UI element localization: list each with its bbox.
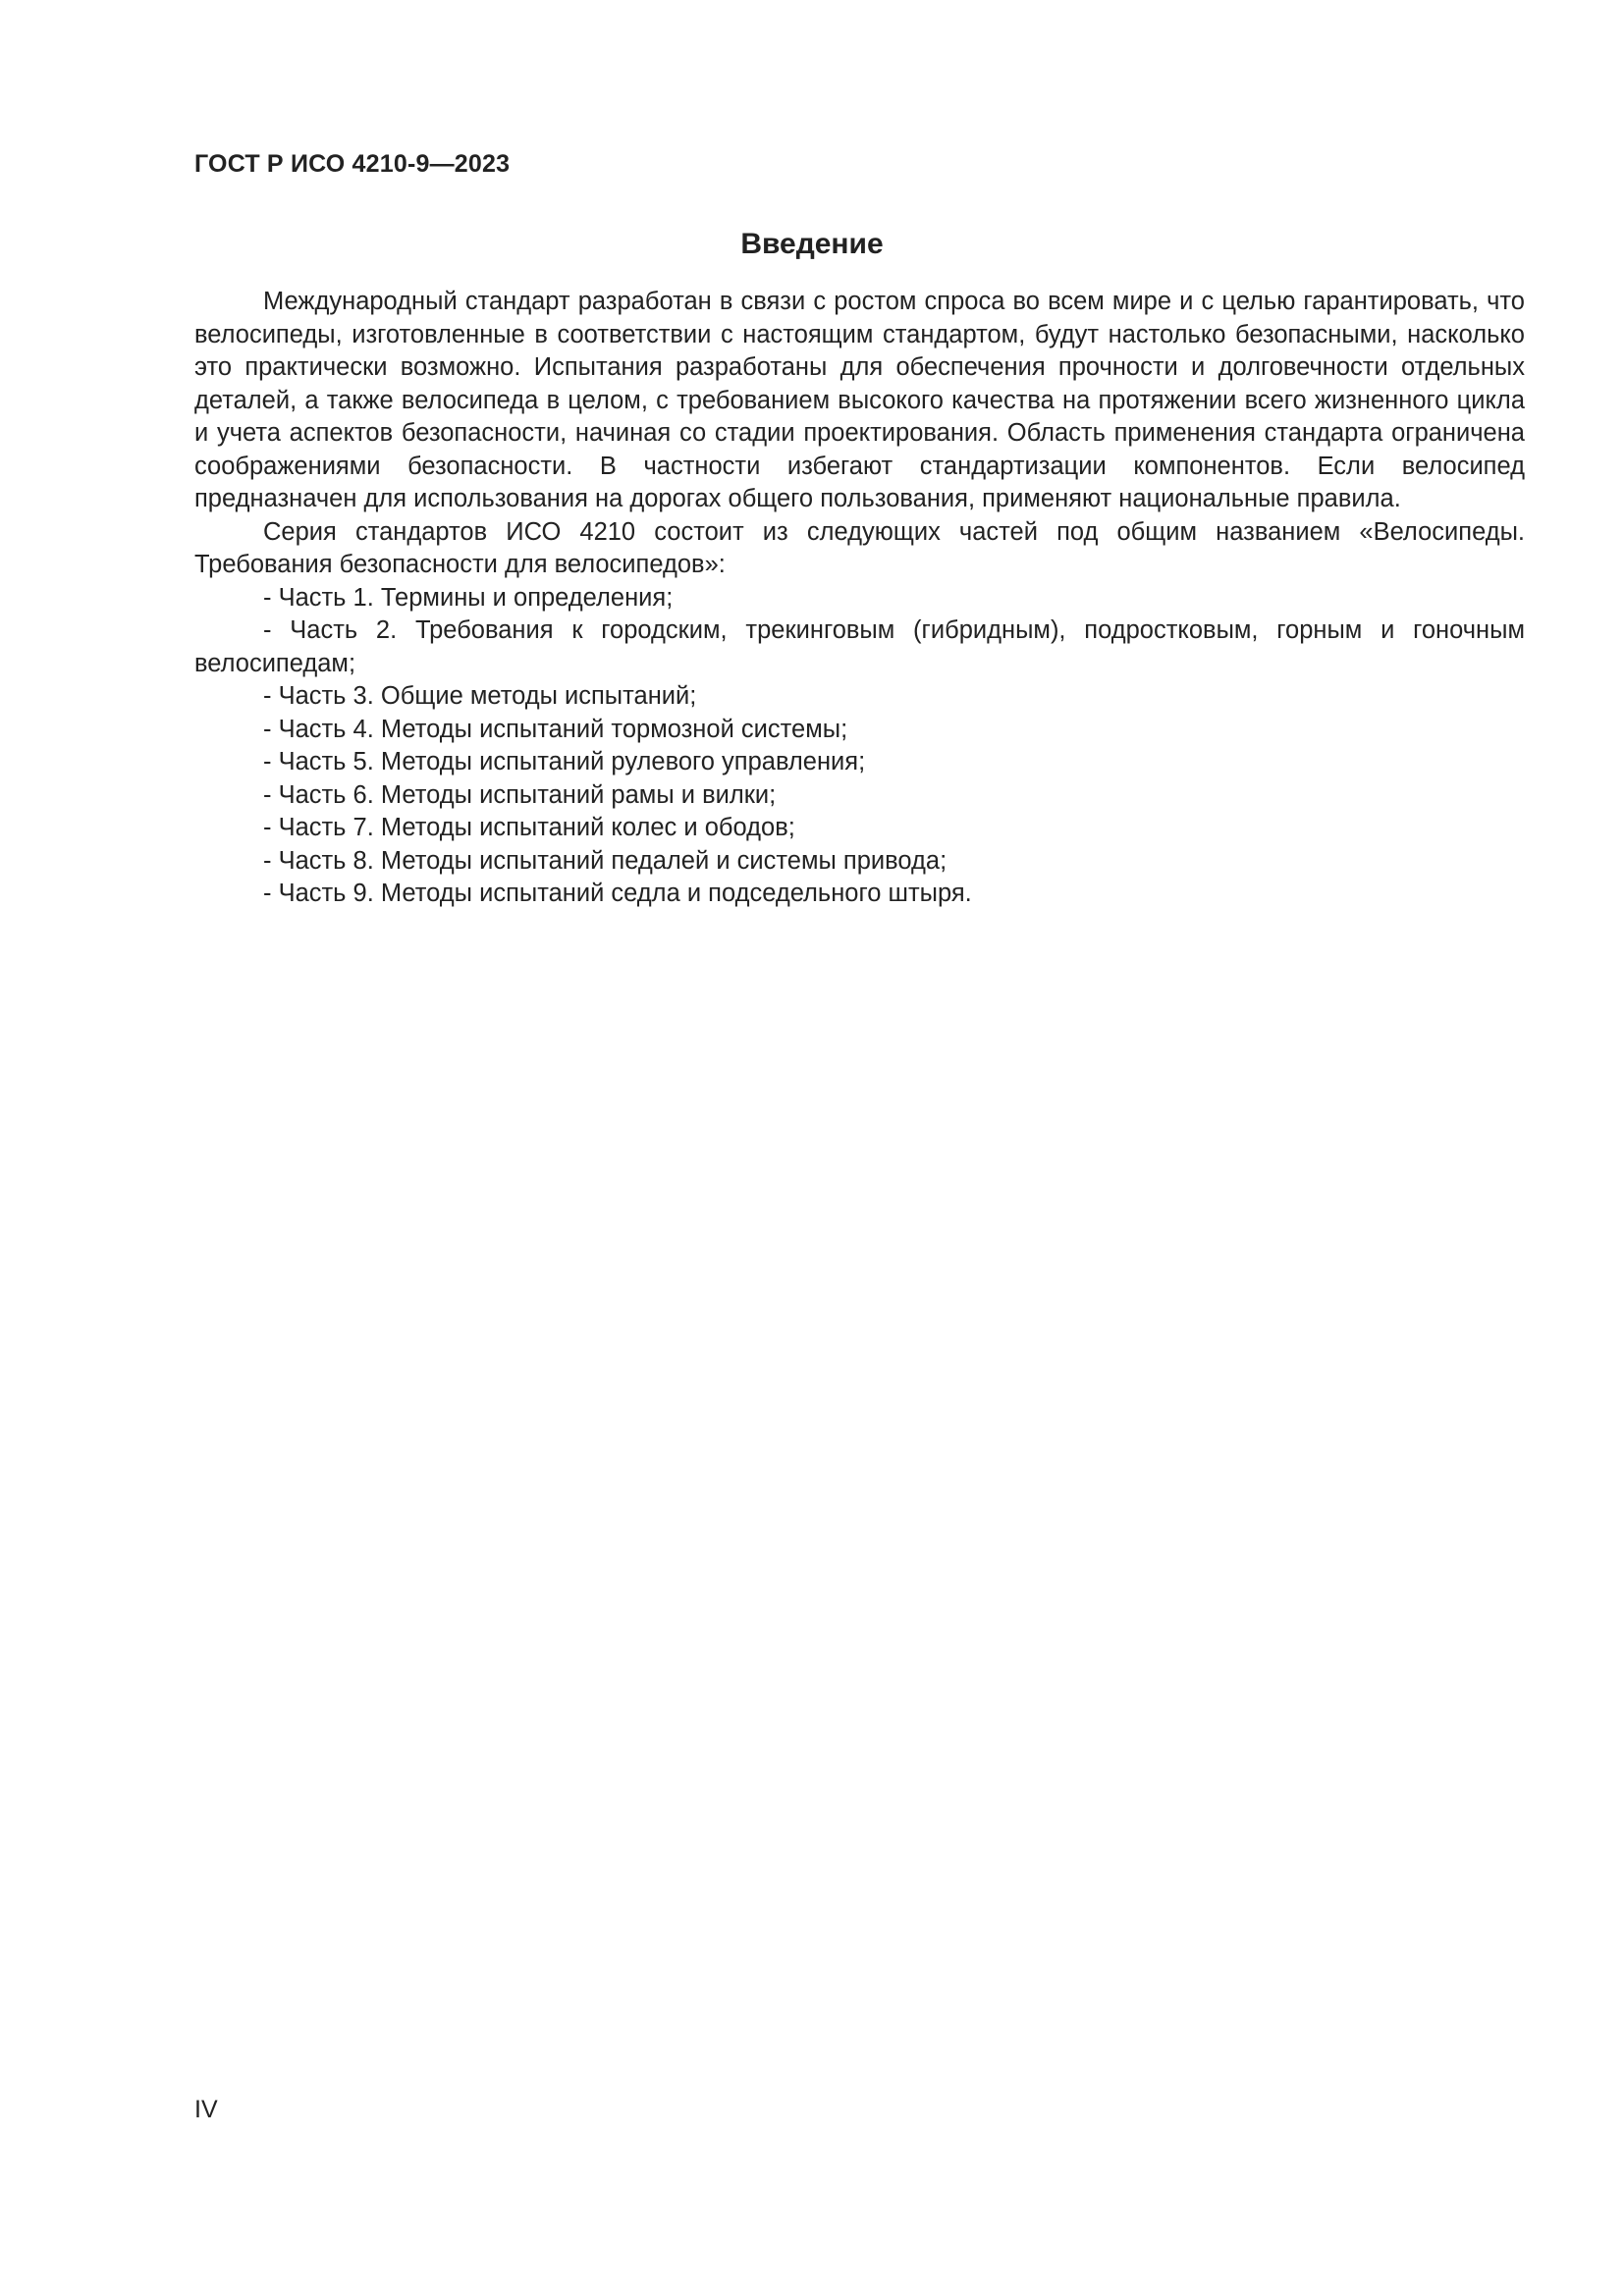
- body-text: [194, 286, 1525, 911]
- document-header: ГОСТ Р ИСО 4210-9—2023: [194, 150, 511, 178]
- list-item: - Часть 9. Методы испытаний седла и подседельного штыря.: [263, 880, 972, 907]
- section-title: Введение: [740, 228, 884, 260]
- list-item: - Часть 7. Методы испытаний колес и ободов;: [263, 814, 795, 841]
- intro-paragraph: Международный стандарт разработан в связи с ростом спроса во всем мире и с целью гарантировать, что велосипеды, изготовленные в соответствии с настоящим стандартом, будут настолько безопасными, насколько это практически возможно. Испытания разработаны для обеспечения прочности и долговечности отдельных деталей, а также велосипеда в целом, с требованием высокого качества на протяжении всего жизненного цикла и учета аспектов безопасности, начиная со стадии проектирования. Область применения стандарта ограничена соображениями безопасности. В частности избегают стандартизации компонентов. Если велосипед предназначен для использования на дорогах общего пользования, применяют национальные правила.: [194, 288, 1525, 512]
- list-item: - Часть 3. Общие методы испытаний;: [263, 682, 697, 710]
- list-item: - Часть 4. Методы испытаний тормозной системы;: [263, 715, 848, 743]
- list-item: - Часть 1. Термины и определения;: [263, 583, 674, 612]
- list-item: - Часть 5. Методы испытаний рулевого управления;: [263, 748, 866, 775]
- list-item: - Часть 6. Методы испытаний рамы и вилки;: [263, 780, 777, 809]
- page-number: IV: [194, 2096, 218, 2123]
- parts-list: [194, 582, 1525, 911]
- series-paragraph: Серия стандартов ИСО 4210 состоит из следующих частей под общим названием «Велосипеды. Требования безопасности для велосипедов»:: [194, 517, 1525, 578]
- list-item: - Часть 2. Требования к городским, трекинговым (гибридным), подростковым, горным и гоночным велосипедам;: [194, 616, 1525, 677]
- list-item: - Часть 8. Методы испытаний педалей и системы привода;: [263, 846, 947, 875]
